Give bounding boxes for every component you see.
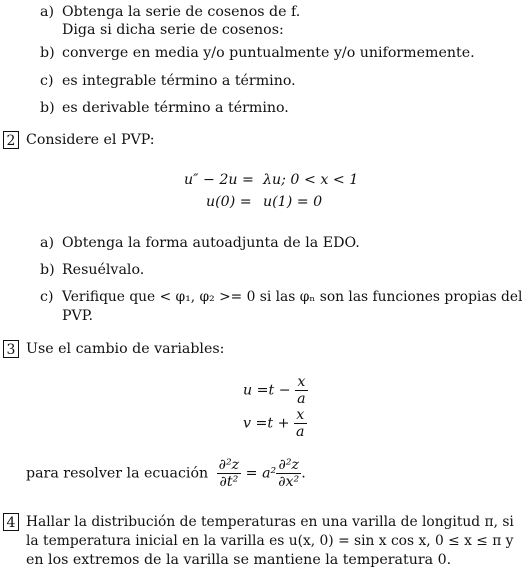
problem-3-eq2-lhs: v = bbox=[243, 415, 268, 432]
problem-3-eq2 bbox=[243, 407, 307, 440]
pde-left-numerator: ∂²z bbox=[218, 457, 240, 473]
fraction-numerator: x bbox=[294, 407, 306, 424]
pde-right-numerator: ∂²z bbox=[276, 457, 301, 474]
problem-2-eq2-lhs: u(0) = bbox=[206, 194, 252, 210]
problem-3-eq1-lhs: u = bbox=[243, 382, 269, 399]
item-b1-label: b) bbox=[40, 45, 55, 61]
problem-4-line2: la temperatura inicial en la varilla es u(x, 0) = sin x cos x, 0 ≤ x ≤ π y bbox=[26, 533, 514, 549]
problem-2-item-c-line1: Verifique que < φ₁, φ₂ >= 0 si las φₙ son las funciones propias del bbox=[62, 289, 523, 305]
problem-3-eq2-fraction bbox=[294, 407, 306, 440]
problem-3-eq1-mid: t − bbox=[268, 382, 291, 399]
fraction-numerator: x bbox=[295, 374, 307, 391]
pde-left-denominator: ∂t² bbox=[219, 474, 239, 490]
problem-3-resolve-text: para resolver la ecuación bbox=[26, 465, 209, 482]
problem-2-number: 2 bbox=[3, 131, 19, 149]
item-a-line2: Diga si dicha serie de cosenos: bbox=[62, 22, 284, 38]
problem-2-item-c-line2: PVP. bbox=[62, 308, 93, 324]
problem-2-item-c-label: c) bbox=[40, 289, 54, 305]
problem-4-number: 4 bbox=[3, 513, 19, 531]
problem-3-eq1 bbox=[243, 374, 308, 407]
item-a-label: a) bbox=[40, 4, 54, 20]
pde-left-fraction bbox=[217, 457, 242, 490]
problem-2-intro: Considere el PVP: bbox=[26, 132, 155, 148]
problem-2-item-b-text: Resuélvalo. bbox=[62, 262, 145, 278]
problem-3-eq1-fraction bbox=[295, 374, 307, 407]
pde-equals: = a² bbox=[245, 465, 277, 482]
pde-right-denominator: ∂x² bbox=[278, 474, 300, 490]
item-a-line1: Obtenga la serie de cosenos de f. bbox=[62, 4, 301, 20]
pde-end: . bbox=[301, 465, 306, 482]
item-b2-label: b) bbox=[40, 100, 55, 116]
problem-4-line1: Hallar la distribución de temperaturas en una varilla de longitud π, si bbox=[26, 514, 514, 530]
item-c-text: es integrable término a término. bbox=[62, 73, 296, 89]
problem-3-eq2-mid: t + bbox=[267, 415, 290, 432]
fraction-denominator: a bbox=[296, 424, 305, 440]
problem-2-eq1-rhs: λu; 0 < x < 1 bbox=[263, 172, 359, 188]
problem-3-pde-line bbox=[26, 457, 306, 490]
problem-2-item-a-text: Obtenga la forma autoadjunta de la EDO. bbox=[62, 235, 360, 251]
item-c-label: c) bbox=[40, 73, 54, 89]
pde-right-fraction bbox=[276, 457, 301, 490]
problem-2-eq2-rhs: u(1) = 0 bbox=[263, 194, 323, 210]
item-b2-text: es derivable término a término. bbox=[62, 100, 289, 116]
fraction-denominator: a bbox=[297, 391, 306, 407]
problem-2-item-b-label: b) bbox=[40, 262, 55, 278]
problem-2-eq1-lhs: u″ − 2u = bbox=[184, 172, 254, 188]
problem-3-intro: Use el cambio de variables: bbox=[26, 341, 225, 357]
problem-2-item-a-label: a) bbox=[40, 235, 54, 251]
problem-3-number: 3 bbox=[3, 340, 19, 358]
item-b1-text: converge en media y/o puntualmente y/o uniformemente. bbox=[62, 45, 475, 61]
problem-4-line3: en los extremos de la varilla se mantiene la temperatura 0. bbox=[26, 552, 452, 568]
